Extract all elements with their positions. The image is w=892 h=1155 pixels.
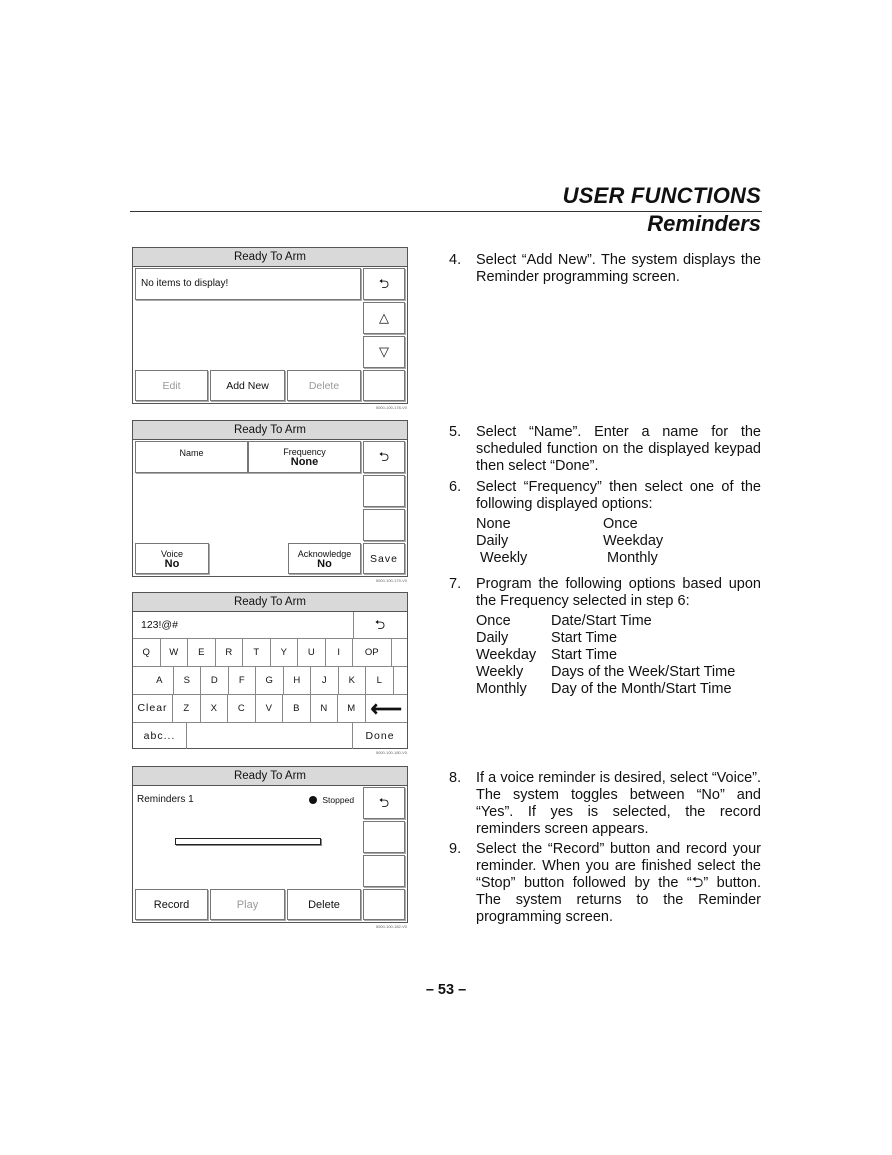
freq-option: Once [603,516,638,532]
play-button[interactable]: Play [210,889,285,920]
key-f[interactable]: F [229,667,257,694]
frequency-table [476,613,736,698]
step-number: 9. [449,841,462,857]
figure-code: 5000-100-182-V0 [375,924,407,929]
step-text: Select “Name”. Enter a name for the scheduled function on the displayed keypad then select “Done”. [476,424,761,474]
freq-option: Weekly [476,550,528,566]
blank-button[interactable] [363,821,405,853]
key-m[interactable]: M [338,695,366,722]
blank-button[interactable] [363,475,405,507]
key-j[interactable]: J [311,667,339,694]
backspace-key[interactable] [366,695,408,722]
key-c[interactable]: C [228,695,256,722]
step-text: Program the following options based upon the Frequency selected in step 6: [476,576,761,609]
screen-title: Ready To Arm [133,421,407,440]
delete-button[interactable]: Delete [287,889,361,920]
up-triangle-icon: △ [379,310,389,325]
key-w[interactable]: W [161,639,189,666]
frequency-options [476,516,664,567]
back-arrow-icon: ⮌ [378,449,390,464]
freq-option: None [476,516,511,532]
key-i[interactable]: I [326,639,354,666]
keyboard-row-3 [133,694,407,722]
step-text: Select “Add New”. The system displays the Reminder programming screen. [476,252,761,285]
done-key[interactable]: Done [365,730,395,742]
key-d[interactable]: D [201,667,229,694]
voice-value: No [164,558,180,570]
left-arrow-icon: ⟵ [370,696,403,721]
table-cell: Once [476,613,511,629]
text-input-value: 123!@# [141,619,178,631]
step-number: 8. [449,770,462,786]
frequency-button[interactable] [248,441,361,473]
screen-title: Ready To Arm [133,593,407,612]
step-number: 5. [449,424,462,440]
save-button[interactable]: Save [363,543,405,574]
status-text: Stopped [322,795,355,805]
step-text: Select the “Record” button and record your reminder. When you are finished select the “Stop” button followed by the “⮌” button. The system returns to the Reminder programming screen. [476,841,761,925]
blank-button[interactable] [363,509,405,541]
acknowledge-label: Acknowledge [297,549,352,559]
screen-title: Ready To Arm [133,248,407,267]
blank-button[interactable] [363,889,405,920]
back-arrow-icon: ⮌ [378,795,390,810]
name-keypad-screen [132,592,408,755]
step-number: 7. [449,576,462,592]
page-number: – 53 – [425,982,467,998]
step-text: If a voice reminder is desired, select “Voice”. The system toggles between “No” and “Yes”. If yes is selected, the record reminders screen appears. [476,770,761,837]
key-g[interactable]: G [256,667,284,694]
text-input[interactable] [133,612,354,638]
table-cell: Monthly [476,681,527,697]
blank-button[interactable] [363,370,405,401]
message-box [135,268,361,300]
reminders-list-screen [132,247,408,410]
table-cell: Weekday [476,647,537,663]
keyboard-row-1 [133,638,407,666]
empty-message: No items to display! [141,278,229,289]
name-button[interactable] [135,441,248,473]
key-s[interactable]: S [174,667,202,694]
section-subtitle: Reminders [647,211,761,236]
progress-bar [175,838,321,845]
step-6 [449,479,761,513]
back-button[interactable] [363,787,405,819]
figure-code: 5000-100-179-V0 [375,578,407,583]
back-button[interactable] [353,612,407,638]
step-8 [449,770,761,838]
back-button[interactable] [363,441,405,473]
key-q[interactable]: Q [133,639,161,666]
key-z[interactable]: Z [173,695,201,722]
step-4 [449,252,761,286]
section-title: USER FUNCTIONS [562,183,761,208]
table-cell: Date/Start Time [551,613,652,629]
step-7 [449,576,761,610]
acknowledge-value: No [317,558,332,570]
name-label: Name [179,448,204,458]
key-x[interactable]: X [201,695,229,722]
reminder-name: Reminders 1 [137,794,194,805]
back-arrow-icon: ⮌ [378,276,390,291]
key-e[interactable]: E [188,639,216,666]
voice-label: Voice [160,549,184,559]
key-r[interactable]: R [216,639,244,666]
clear-key[interactable]: Clear [133,695,173,722]
record-dot-icon [309,796,317,804]
scroll-up-button[interactable] [363,302,405,334]
key-op[interactable]: OP [353,639,392,666]
abc-key[interactable]: abc... [133,723,187,749]
voice-button[interactable] [135,543,209,574]
key-h[interactable]: H [284,667,312,694]
blank-button[interactable] [363,855,405,887]
key-y[interactable]: Y [271,639,299,666]
screen-title: Ready To Arm [133,767,407,786]
add-new-button[interactable]: Add New [210,370,285,401]
key-l[interactable]: L [366,667,394,694]
figure-code: 5000-100-180-V0 [375,750,407,755]
keyboard-row-4 [133,722,407,749]
edit-button[interactable]: Edit [135,370,208,401]
step-number: 4. [449,252,462,268]
key-a[interactable]: A [146,667,174,694]
delete-button[interactable]: Delete [287,370,361,401]
status-indicator [309,795,354,805]
back-arrow-icon: ⮌ [374,617,386,632]
step-5 [449,424,761,475]
scroll-down-button[interactable] [363,336,405,368]
table-cell: Days of the Week/Start Time [551,664,736,680]
space-key[interactable] [187,723,353,749]
record-button[interactable]: Record [135,889,208,920]
reminder-programming-screen [132,420,408,583]
freq-option: Monthly [603,550,658,566]
table-cell: Day of the Month/Start Time [551,681,732,697]
key-n[interactable]: N [311,695,339,722]
key-b[interactable]: B [283,695,311,722]
step-9 [449,841,761,926]
key-k[interactable]: K [339,667,367,694]
step-text: Select “Frequency” then select one of the following displayed options: [476,479,761,512]
record-reminder-screen [132,766,408,929]
key-u[interactable]: U [298,639,326,666]
table-cell: Start Time [551,647,618,663]
keyboard-row-2 [133,666,407,694]
frequency-value: None [290,456,319,468]
frequency-label: Frequency [283,447,326,457]
down-triangle-icon: ▽ [379,344,389,359]
key-v[interactable]: V [256,695,284,722]
back-button[interactable] [363,268,405,300]
table-cell: Weekly [476,664,524,680]
freq-option: Weekday [603,533,664,549]
table-cell: Daily [476,630,509,646]
step-number: 6. [449,479,462,495]
freq-option: Daily [476,533,509,549]
key-t[interactable]: T [243,639,271,666]
figure-code: 5000-100-178-V0 [375,405,407,410]
acknowledge-button[interactable] [288,543,361,574]
table-cell: Start Time [551,630,618,646]
